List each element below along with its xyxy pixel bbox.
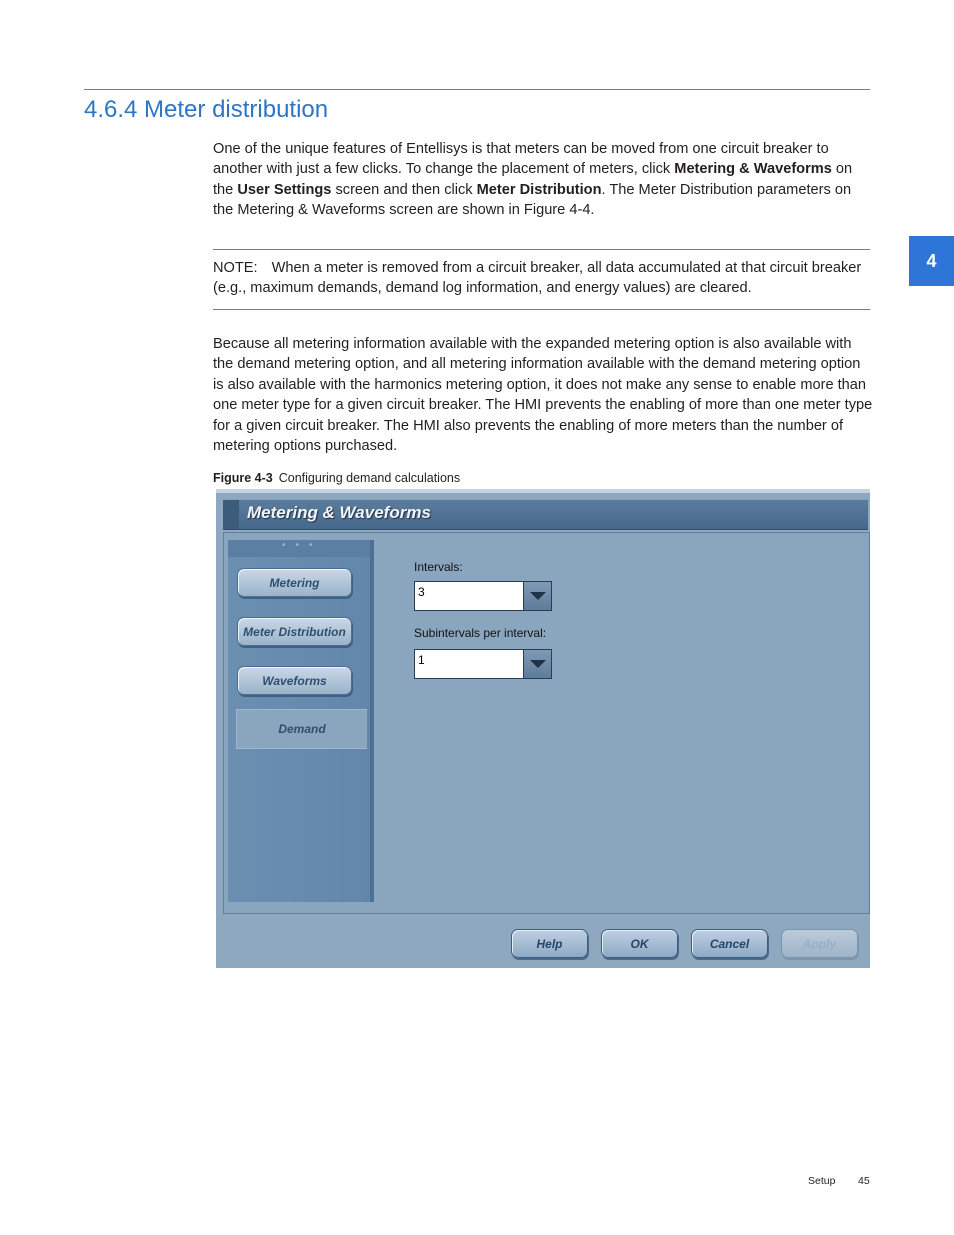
sidebar [228,540,374,902]
subintervals-dropdown[interactable] [414,649,552,679]
intro-text-1: One of the unique features of Entellisys is that meters can be moved from one circuit breaker to another with just a few clicks. To change the placement of meters, click [213,141,829,178]
section-heading: 4.6.4 Meter distribution [84,96,329,123]
subintervals-dropdown-arrow[interactable] [523,650,551,678]
cancel-button[interactable]: Cancel [691,929,768,958]
sidebar-button-meter-distribution[interactable]: Meter Distribution [237,617,352,646]
intro-text-3: screen and then click [331,181,477,198]
note-block [213,259,863,298]
sidebar-button-waveforms[interactable]: Waveforms [237,666,352,695]
window-top-edge [216,489,870,493]
intervals-dropdown[interactable] [414,581,552,611]
apply-button[interactable]: Apply [781,929,858,958]
note-top-rule [213,249,870,250]
intro-paragraph [213,139,873,221]
intro-bold-meter-distribution: Meter Distribution [476,181,602,198]
sidebar-button-metering[interactable]: Metering [237,568,352,597]
intro-bold-user-settings: User Settings [237,181,332,198]
figure-caption-text: Configuring demand calculations [278,471,461,485]
chevron-down-icon [530,592,546,600]
top-rule [84,89,870,90]
metering-waveforms-window [216,489,870,968]
figure-number: Figure 4-3 [213,471,273,485]
sidebar-header [228,540,370,557]
intro-text-4: . The Meter Distribution parameters on the Metering & Waveforms screen are shown in Figure 4-4. [213,181,852,219]
note-text: When a meter is removed from a circuit breaker, all data accumulated at that circuit breaker (e.g., maximum demands, demand log information, and energy values) are cleared. [213,260,862,296]
chapter-tab: 4 [909,236,954,286]
button-bar [216,914,870,968]
intro-text-2: on the [213,161,853,198]
body-paragraph: Because all metering information available with the expanded metering option is also available with the demand metering option, and all metering information available with the demand metering option is also available with the harmonics metering option, it does not make any sense to enable more than one meter type for a given circuit breaker. The HMI prevents the enabling of more than one meter type for a given circuit breaker. The HMI also prevents the enabling of more meters than the number of metering options purchased. [213,336,873,455]
help-button[interactable]: Help [511,929,588,958]
figure-caption [213,471,460,485]
main-panel [223,532,870,914]
chevron-down-icon [530,660,546,668]
subintervals-value: 1 [418,653,425,667]
subintervals-label: Subintervals per interval: [414,626,547,640]
intervals-label: Intervals: [414,560,463,574]
titlebar-accent [223,500,239,529]
grip-dots-icon: ••• [282,540,323,551]
intervals-value: 3 [418,585,425,599]
intervals-dropdown-arrow[interactable] [523,582,551,610]
intro-bold-metering: Metering & Waveforms [674,161,832,178]
window-titlebar [223,499,868,530]
window-title: Metering & Waveforms [247,503,431,522]
note-bottom-rule [213,309,870,310]
sidebar-tab-demand[interactable]: Demand [236,709,367,749]
footer-section: Setup [808,1175,836,1187]
demand-settings-panel [374,540,858,902]
note-label: NOTE: [213,260,258,276]
footer-page-number: 45 [858,1175,870,1187]
ok-button[interactable]: OK [601,929,678,958]
